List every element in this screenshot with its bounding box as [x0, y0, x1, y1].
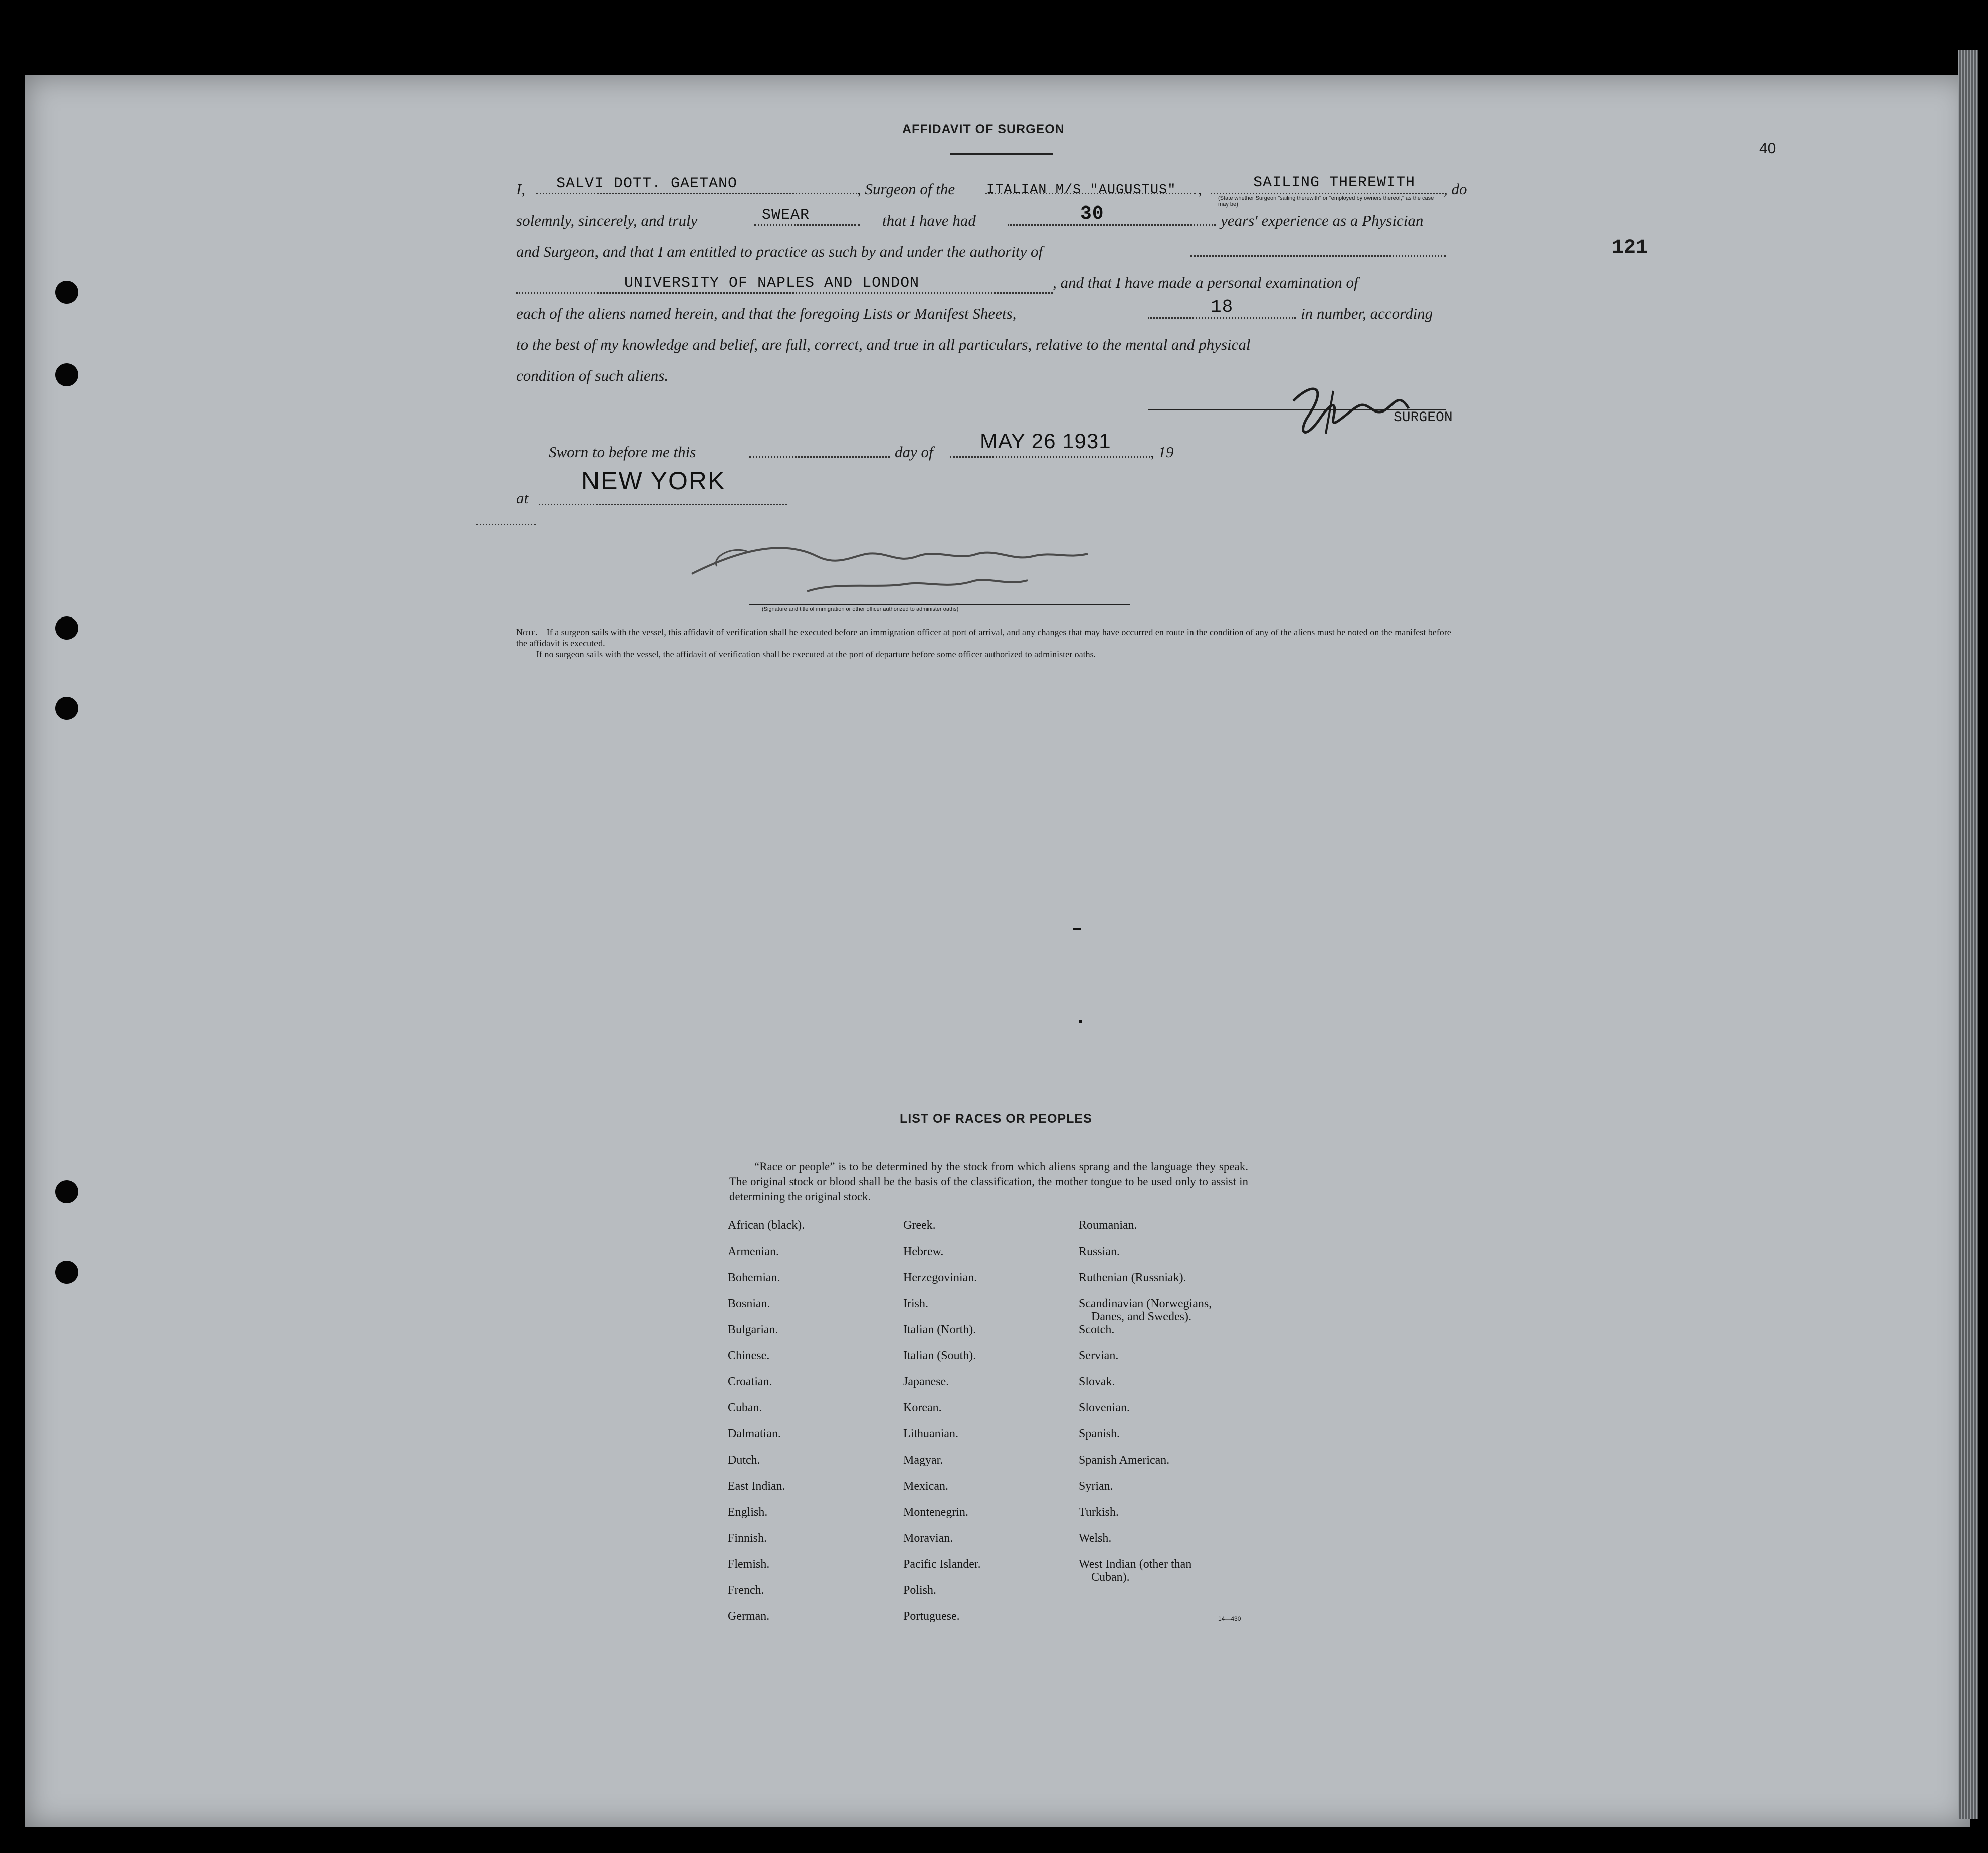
place-stamp: NEW YORK [581, 467, 726, 495]
race-entry: Bosnian. [728, 1297, 770, 1310]
form-code: 14—430 [1218, 1615, 1241, 1622]
fill-line [1190, 255, 1446, 257]
race-entry: Dutch. [728, 1454, 760, 1467]
binder-hole [55, 616, 78, 640]
race-entry: Mexican. [903, 1480, 948, 1493]
note-label: Note. [516, 627, 538, 637]
affidavit-text: at [516, 489, 529, 507]
fill-line [516, 292, 1053, 294]
ship-name: ITALIAN M/S "AUGUSTUS" [986, 183, 1176, 198]
race-entry: Hebrew. [903, 1245, 944, 1258]
race-entry: Portuguese. [903, 1610, 960, 1623]
stacked-page-edges [1958, 50, 1978, 1819]
surgeon-signature [1273, 371, 1464, 446]
race-entry: Irish. [903, 1297, 928, 1310]
years-experience: 30 [1080, 203, 1104, 225]
race-entry: German. [728, 1610, 770, 1623]
affidavit-text: to the best of my knowledge and belief, are full, correct, and true in all particulars, relative to the mental and physical [516, 336, 1251, 353]
race-entry: Roumanian. [1079, 1219, 1137, 1232]
surgeon-status: SAILING THEREWITH [1253, 174, 1416, 191]
race-entry: Magyar. [903, 1454, 943, 1467]
surgeon-label: SURGEON [1394, 410, 1453, 426]
race-entry: Flemish. [728, 1558, 770, 1571]
fill-line [1148, 317, 1296, 319]
race-entry: Welsh. [1079, 1532, 1112, 1545]
race-entry: Italian (South). [903, 1349, 976, 1362]
fill-line [754, 224, 860, 226]
race-entry: Syrian. [1079, 1480, 1113, 1493]
race-entry: Finnish. [728, 1532, 767, 1545]
note-text-1: —If a surgeon sails with the vessel, this affidavit of verification shall be executed before an immigration officer at port of arrival, and any changes that may have occurred en route in the condition of any of the aliens must be noted on the manifest before the affidavit is executed. [516, 627, 1451, 648]
races-heading: LIST OF RACES OR PEOPLES [900, 1112, 1092, 1126]
stamped-number: 121 [1612, 237, 1648, 259]
race-entry: Slovenian. [1079, 1401, 1130, 1414]
race-entry: Moravian. [903, 1532, 953, 1545]
affidavit-text: , and that I have made a personal examination of [1053, 274, 1358, 291]
binder-hole [55, 281, 78, 304]
manifest-sheet-count: 18 [1211, 297, 1234, 317]
race-entry: Cuban. [728, 1401, 762, 1414]
affidavit-text: I, [516, 180, 526, 198]
race-entry: Montenegrin. [903, 1506, 968, 1519]
race-entry: Turkish. [1079, 1506, 1119, 1519]
fill-line [536, 193, 857, 194]
race-entry: Spanish. [1079, 1427, 1120, 1440]
affidavit-heading: AFFIDAVIT OF SURGEON [902, 122, 1065, 136]
officer-signature-line [749, 604, 1130, 605]
heading-rule [950, 153, 1053, 155]
binder-hole [55, 697, 78, 720]
affidavit-text: , Surgeon of the [857, 180, 955, 198]
race-entry: Greek. [903, 1219, 936, 1232]
fill-line [539, 504, 787, 505]
ink-speck [1073, 928, 1081, 930]
race-entry: Chinese. [728, 1349, 770, 1362]
race-entry: Scandinavian (Norwegians, [1079, 1297, 1212, 1310]
affidavit-text: in number, according [1301, 305, 1433, 322]
race-entry: Korean. [903, 1401, 942, 1414]
race-entry: Polish. [903, 1584, 937, 1597]
race-entry: English. [728, 1506, 768, 1519]
status-instruction: (State whether Surgeon "sailing therewith" or "employed by owners thereof," as the case may be) [1218, 195, 1434, 208]
affidavit-text: , [1198, 180, 1202, 198]
race-entry: Cuban). [1091, 1571, 1130, 1584]
affidavit-text: condition of such aliens. [516, 367, 669, 384]
ink-speck [1079, 1020, 1082, 1023]
race-entry: Dalmatian. [728, 1427, 781, 1440]
binder-hole [55, 363, 78, 386]
race-entry: Ruthenian (Russniak). [1079, 1271, 1186, 1284]
officer-signature-caption: (Signature and title of immigration or other officer authorized to administer oaths) [762, 606, 959, 612]
race-entry: Herzegovinian. [903, 1271, 977, 1284]
binder-hole [55, 1261, 78, 1284]
fill-line [749, 456, 890, 458]
race-entry: Russian. [1079, 1245, 1120, 1258]
affidavit-text: day of [895, 443, 933, 461]
race-entry: Scotch. [1079, 1323, 1115, 1336]
affidavit-text: Sworn to before me this [549, 443, 696, 461]
race-entry: Spanish American. [1079, 1454, 1170, 1467]
race-entry: Pacific Islander. [903, 1558, 981, 1571]
race-entry: East Indian. [728, 1480, 785, 1493]
race-entry: West Indian (other than [1079, 1558, 1192, 1571]
race-entry: Lithuanian. [903, 1427, 958, 1440]
affidavit-note [516, 627, 1461, 660]
fill-line [1211, 193, 1444, 194]
note-text-2: If no surgeon sails with the vessel, the affidavit of verification shall be executed at the port of departure before some officer authorized to administer oaths. [536, 649, 1096, 659]
surgeon-name: SALVI DOTT. GAETANO [556, 175, 738, 192]
race-entry: Bohemian. [728, 1271, 780, 1284]
fill-line [476, 524, 536, 525]
race-entry: French. [728, 1584, 764, 1597]
race-entry: Japanese. [903, 1375, 949, 1388]
affidavit-text: solemnly, sincerely, and truly [516, 212, 698, 229]
race-entry: Slovak. [1079, 1375, 1115, 1388]
races-intro: “Race or people” is to be determined by the stock from which aliens sprang and the language they speak. The original stock or blood shall be the basis of the classification, the mother tongue to be used only to assist in determining the original stock. [729, 1160, 1248, 1203]
affidavit-text: years' experience as a Physician [1221, 212, 1424, 229]
licensing-authority: UNIVERSITY OF NAPLES AND LONDON [624, 275, 920, 292]
affidavit-text: , 19 [1150, 443, 1174, 461]
affidavit-text: each of the aliens named herein, and that the foregoing Lists or Manifest Sheets, [516, 305, 1017, 322]
oath-type: SWEAR [762, 207, 810, 224]
officer-signature [687, 526, 1138, 606]
race-entry: Danes, and Swedes). [1091, 1310, 1191, 1323]
affidavit-text: that I have had [882, 212, 976, 229]
sworn-date-stamp: MAY 26 1931 [980, 429, 1111, 453]
race-entry: Armenian. [728, 1245, 779, 1258]
race-entry: Italian (North). [903, 1323, 976, 1336]
race-entry: Bulgarian. [728, 1323, 778, 1336]
affidavit-text: , do [1444, 180, 1467, 198]
race-entry: Servian. [1079, 1349, 1119, 1362]
page-number: 40 [1759, 140, 1776, 157]
race-entry: Croatian. [728, 1375, 772, 1388]
binder-hole [55, 1180, 78, 1203]
fill-line [1008, 224, 1216, 226]
race-entry: African (black). [728, 1219, 805, 1232]
affidavit-text: and Surgeon, and that I am entitled to practice as such by and under the authority of [516, 243, 1043, 260]
fill-line [950, 456, 1150, 458]
